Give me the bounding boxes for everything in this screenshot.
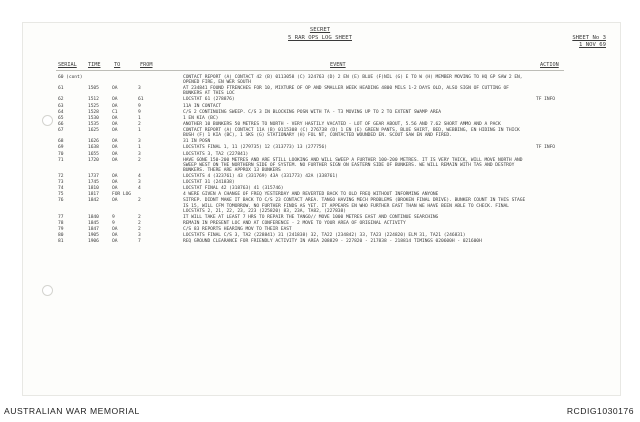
log-serial: 63 — [58, 103, 64, 109]
log-event-text: AT 234841 FOUND FTRENCHES FOR 10, MIXTURE OF OP AND SMALLER WEEK HEADING 4800 MILS 1-2 DAYS OLD, ALSO SIGN OF CUTTING OF BUNKERS AT THIS LOC — [183, 86, 509, 97]
log-row — [0, 145, 640, 150]
log-event-text: C/S 2 CONTINUING SWEEP. C/S 3 IN BLOCKING POSN WITH TA - T3 MOVING UP TO 2 TO EXTENT SWAMP AREA — [183, 109, 441, 115]
log-to: OA — [112, 115, 118, 121]
log-from: 2 — [138, 214, 141, 220]
log-from: 3 — [138, 233, 141, 239]
log-serial: 78 — [58, 220, 64, 226]
log-from: 1 — [138, 128, 141, 134]
header-rule — [56, 70, 564, 71]
log-event-text: 1 EN KIA (BC) — [183, 115, 219, 121]
log-row — [0, 110, 640, 115]
log-event-text: 31 IN POSN — [183, 139, 211, 145]
log-time: 1842 — [88, 198, 99, 204]
log-row — [0, 122, 640, 127]
log-time: 1505 — [88, 86, 99, 92]
log-date: 1 NOV 69 — [579, 42, 606, 48]
log-event-text: LOCSTAT 61 (278876) — [183, 97, 235, 103]
log-to: OA — [112, 145, 118, 151]
log-from: 9 — [138, 103, 141, 109]
log-row — [0, 221, 640, 226]
log-time: 1528 — [88, 109, 99, 115]
log-serial: 61 — [58, 86, 64, 92]
log-event-text: LOCSTATS FINAL 1, 11 (279735) 12 (313773) 13 (277756) — [183, 145, 327, 151]
log-row — [0, 86, 640, 96]
log-row — [0, 180, 640, 185]
classification-marking: SECRET — [309, 27, 331, 33]
log-event-text: LOCSTAT 31 (241838) — [183, 180, 235, 186]
log-time: 1906 — [88, 239, 99, 245]
log-row — [0, 198, 640, 213]
log-from: 61 — [138, 97, 144, 103]
log-row — [0, 186, 640, 191]
column-header-serial: SERIAL — [58, 62, 77, 68]
log-to: OA — [112, 239, 118, 245]
log-time: 1745 — [88, 180, 99, 186]
log-time: 1535 — [88, 121, 99, 127]
log-row — [0, 116, 640, 121]
archive-credit: AUSTRALIAN WAR MEMORIAL — [4, 406, 140, 416]
log-serial: 70 — [58, 151, 64, 157]
log-serial: 74 — [58, 186, 64, 192]
column-header-action: ACTION — [540, 62, 559, 68]
log-row — [0, 158, 640, 173]
log-row — [0, 152, 640, 157]
log-row — [0, 128, 640, 138]
log-from: 2 — [138, 121, 141, 127]
log-time: 1840 — [88, 214, 99, 220]
log-serial: 60 (cont) — [58, 75, 83, 80]
archive-reference: RCDIG1030176 — [566, 406, 634, 416]
log-to: OA — [112, 157, 118, 163]
log-time: 1625 — [88, 128, 99, 134]
document-title: 5 RAR OPS LOG SHEET — [288, 35, 352, 41]
log-serial: 79 — [58, 227, 64, 232]
log-serial: 66 — [58, 121, 64, 127]
log-serial: 73 — [58, 180, 64, 186]
log-to: OA — [112, 151, 118, 157]
log-to: OA — [112, 97, 118, 103]
log-event-text: REQ GROUND CLEARANCE FOR FRIENDLY ACTIVITY IN AREA 208829 - 227820 - 217838 - 218814 TIMINGS 020600H - 021600H — [183, 239, 482, 245]
log-row — [0, 139, 640, 144]
log-to: OA — [112, 173, 118, 179]
log-to: OA — [112, 121, 118, 127]
log-time: 1626 — [88, 139, 99, 145]
log-event-text: SITREP. DIDNT MAKE IT BACK TO C/S 23 CONTACT AREA. TANGO HAVING MECH PROBLEMS (BROKEN FINAL DRIVE). BUNKER COUNT IN THIS STAGE IS 15, WILL CFM TOMORROW. NO FURTHER FINDS AS YET. IT APPEARS EN WHO FURTHER EAST THAN WE HAVE BEEN ABLE TO CHECK. FINAL LOCSTATS 2, 21, 22, 23, 223 (225820) 83, 23A, TA82, (227838) — [183, 198, 526, 214]
log-time: 1817 — [88, 192, 99, 198]
log-serial: 72 — [58, 173, 64, 179]
sheet-number: SHEET No 3 — [572, 35, 606, 41]
log-time: 1530 — [88, 115, 99, 121]
log-time: 1905 — [88, 233, 99, 239]
log-row — [0, 233, 640, 238]
log-to: 9 — [112, 214, 115, 220]
log-time: 1845 — [88, 220, 99, 226]
log-serial: 76 — [58, 198, 64, 204]
log-from: 3 — [138, 86, 141, 92]
log-serial: 64 — [58, 109, 64, 115]
column-header-event: EVENT — [330, 62, 346, 68]
log-row — [0, 75, 640, 85]
column-header-time: TIME — [88, 62, 101, 68]
log-serial: 68 — [58, 139, 64, 145]
column-header-to: TO — [114, 62, 121, 68]
log-to: OA — [112, 233, 118, 239]
log-from: 2 — [138, 220, 141, 226]
log-event-text: IT WILL TAKE AT LEAST 7 HRS TO REPAIR THE TANGO// MOVE 1000 METRES EAST AND CONTINUE SEARCHING — [183, 214, 439, 220]
log-serial: 75 — [58, 192, 64, 198]
log-event-text: C/S 83 REPORTS HEARING MOV TO THEIR EAST — [183, 227, 292, 232]
log-serial: 65 — [58, 115, 64, 121]
log-event-text: CONTACT REPORT (A) CONTACT 11A (B) 0115308 (C) 276738 (D) 1 EN (E) GREEN PANTS, BLUE SHIRT, BED, WEBBING, EN HIDING IN THICK BUSH (F) 1 KIA (BC), 1 SKS (G) STATIONARY (H) FOL NT, CONTACTED WOUNDED EN. SCOUT SAW EN AND FIRED. — [183, 128, 520, 139]
log-from: 1 — [138, 145, 141, 151]
log-from: 2 — [138, 198, 141, 204]
log-serial: 69 — [58, 145, 64, 151]
log-to: FOR LOG — [112, 192, 132, 198]
log-to: OA — [112, 103, 118, 109]
log-to: OA — [112, 139, 118, 145]
log-time: 1847 — [88, 227, 99, 232]
log-to: OA — [112, 186, 118, 192]
log-row — [0, 174, 640, 179]
log-row — [0, 227, 640, 232]
log-action: TF INFO — [536, 97, 556, 103]
log-to: OA — [112, 128, 118, 134]
log-serial: 67 — [58, 128, 64, 134]
log-event-text: LOCSTAT FINAL 42 (318763) 41 (315746) — [183, 186, 284, 192]
log-serial: 71 — [58, 157, 64, 163]
log-event-text: HAVE GONE 150-200 METRES AND ARE STILL LOOKING AND WILL SWEEP A FURTHER 100-200 METRES. IT IS VERY THICK, WILL MOVE NORTH AND SWEEP WEST ON THE NORTHERN SIDE OF SYSTEM. NO FURTHER SIGN ON EASTERN SIDE OF BUNKERS. WE WILL REMAIN WITH TAS AND DESTROY BUNKERS. THERE ARE APPROX 13 BUNKERS — [183, 157, 523, 173]
log-event-text: LOCSTATS FINAL C/S 3, TA2 (228841) 31 (241838) 32, TA22 (234842) 33, TA23 (224820) ELM 31, TA21 (246831) — [183, 233, 466, 239]
log-entries — [0, 75, 640, 245]
log-row — [0, 239, 640, 244]
log-to: 9 — [112, 220, 115, 226]
log-to: C1 — [112, 109, 118, 115]
log-row — [0, 192, 640, 197]
log-from: 4 — [138, 186, 141, 192]
log-from: 2 — [138, 227, 141, 232]
log-action: TF INFO — [536, 145, 556, 151]
log-serial: 81 — [58, 239, 64, 245]
log-event-text: LOCSTATS 4 (323761) 43 (331769) 43A (331773) 42A (338761) — [183, 173, 338, 179]
log-serial: 80 — [58, 233, 64, 239]
log-event-text: 11A IN CONTACT — [183, 103, 222, 109]
log-from: 4 — [138, 173, 141, 179]
log-from: 9 — [138, 109, 141, 115]
log-time: 1638 — [88, 145, 99, 151]
log-time: 1737 — [88, 173, 99, 179]
log-time: 1512 — [88, 97, 99, 103]
log-event-text: REMAIN IN PRESENT LOC AND AT CONFERENCE - 2 MOVE TO YOUR AREA OF ORIGINAL ACTIVITY — [183, 220, 406, 226]
log-event-text: LOCSTATS 3, TA2 (227841) — [183, 151, 249, 157]
log-serial: 77 — [58, 214, 64, 220]
log-from: 2 — [138, 157, 141, 163]
log-time: 1525 — [88, 103, 99, 109]
log-event-text: 4 WERE GIVEN A CHANGE OF FREQ YESTERDAY AND REVERTED BACK TO OLD FREQ WITHOUT INFORMING ANYONE — [183, 192, 439, 198]
log-from: 7 — [138, 239, 141, 245]
log-to: OA — [112, 180, 118, 186]
log-time: 1810 — [88, 186, 99, 192]
log-event-text: CONTACT REPORT (A) CONTACT 42 (B) 0113058 (C) 324763 (D) 2 EN (E) BLUE (F)NIL (G) E TO W (H) MEMBER MOVING TO HQ GP SAW 2 EN, OPENED FIRE, EN WER SOUTH — [183, 75, 523, 86]
log-time: 1655 — [88, 151, 99, 157]
log-to: OA — [112, 227, 118, 232]
log-row — [0, 104, 640, 109]
log-serial: 62 — [58, 97, 64, 103]
log-from: 1 — [138, 115, 141, 121]
log-time: 1720 — [88, 157, 99, 163]
log-from: 3 — [138, 180, 141, 186]
punch-hole — [42, 285, 53, 296]
log-from: 3 — [138, 139, 141, 145]
log-to: OA — [112, 86, 118, 92]
log-row — [0, 215, 640, 220]
log-row — [0, 97, 640, 102]
log-from: 3 — [138, 151, 141, 157]
log-event-text: ANOTHER 10 BUNKERS 50 METRES TO NORTH - VERY HASTILY VACATED - LOT OF GEAR ABOUT, 5.56 AND 7.62 SHORT AMMO AND A PACK — [183, 121, 501, 127]
column-header-from: FROM — [140, 62, 153, 68]
log-to: OA — [112, 198, 118, 204]
